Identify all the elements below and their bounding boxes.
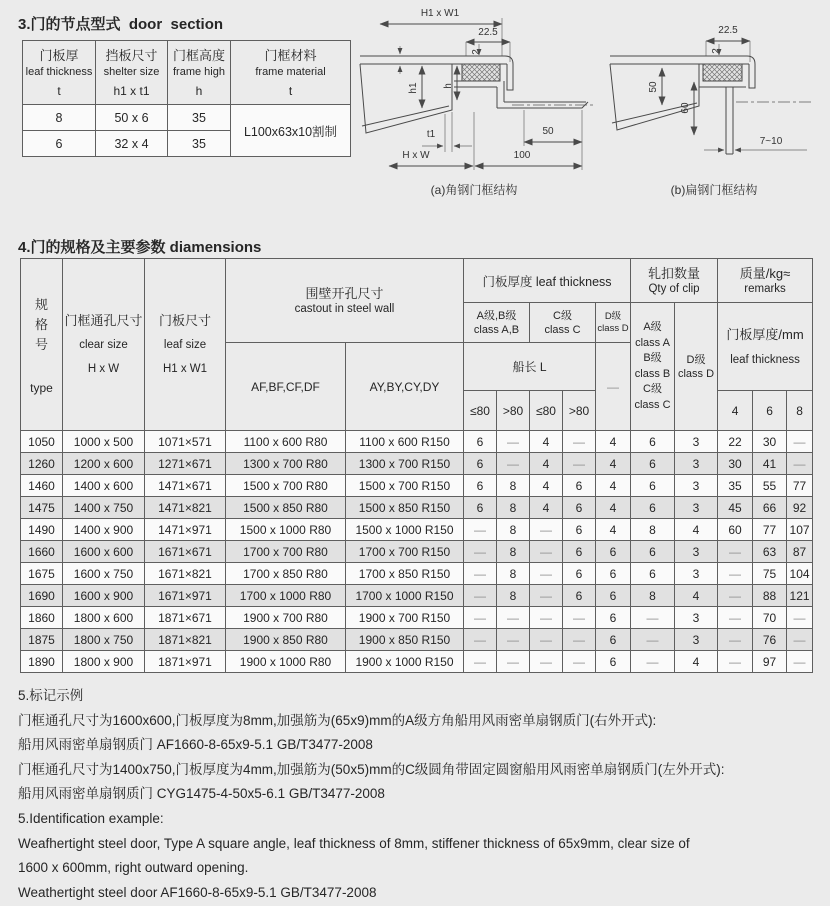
- spec-cell: 6: [631, 497, 675, 519]
- spec-row: [21, 563, 813, 585]
- spec-row: [21, 519, 813, 541]
- spec-cell: —: [497, 607, 530, 629]
- clip-c-en: class C: [634, 398, 671, 411]
- spec-cell: 1871×971: [145, 651, 226, 673]
- class-ab-en: class A,B: [473, 323, 520, 336]
- dim-h1-label: h1: [408, 82, 419, 94]
- type-zh: 规格号: [34, 296, 48, 352]
- spec-cell: 1100 x 600 R80: [226, 431, 346, 453]
- spec-cell: —: [530, 607, 563, 629]
- spec-cell: 1500 x 850 R80: [226, 497, 346, 519]
- clip-d-en: class D: [677, 367, 715, 380]
- spec-cell: 1800 x 900: [63, 651, 145, 673]
- col-leaf-size-header: [145, 259, 226, 431]
- spec-cell: 121: [787, 585, 813, 607]
- thickness-6-header: 6: [753, 391, 787, 431]
- dim-2-label-b: 2: [711, 48, 722, 54]
- spec-cell: 1690: [21, 585, 63, 607]
- spec-cell: 1700 x 700 R150: [346, 541, 464, 563]
- dim-t1-label: t1: [426, 129, 436, 140]
- spec-cell: 1000 x 500: [63, 431, 145, 453]
- castout-f-header: AF,BF,CF,DF: [226, 343, 346, 431]
- spec-row: [21, 651, 813, 673]
- spec-cell: 4: [530, 453, 563, 475]
- diagram-a-lower-dimensions: [389, 66, 595, 170]
- le80-header-ab: ≤80: [464, 391, 497, 431]
- dim-hw-label: H x W: [402, 150, 430, 161]
- dim-22-5-label: 22.5: [478, 27, 498, 38]
- lt-en: leaf thickness: [535, 274, 612, 289]
- spec-cell: 1471×671: [145, 475, 226, 497]
- spec-cell: —: [530, 563, 563, 585]
- spec-cell: —: [464, 651, 497, 673]
- spec-cell: 1700 x 700 R80: [226, 541, 346, 563]
- spec-table-body: [21, 431, 813, 673]
- spec-cell: 6: [464, 475, 497, 497]
- door-col2-en: shelter size: [103, 65, 160, 78]
- spec-cell: 6: [464, 497, 497, 519]
- spec-cell: 1900 x 700 R80: [226, 607, 346, 629]
- note-line: 1600 x 600mm, right outward opening.: [18, 860, 249, 876]
- clear-zh: 门框通孔尺寸: [64, 313, 143, 328]
- castout-en: castout in steel wall: [294, 302, 395, 315]
- spec-cell: 8: [497, 475, 530, 497]
- door-material-cell: L100x63x10割制: [231, 105, 351, 157]
- door-col4-en: frame material: [255, 65, 326, 78]
- spec-cell: 6: [631, 431, 675, 453]
- spec-cell: —: [530, 519, 563, 541]
- spec-cell: —: [718, 563, 753, 585]
- leaf-en: leaf size: [163, 339, 207, 351]
- mass-lt-en: leaf thickness: [730, 353, 800, 366]
- class-d-header: [596, 303, 631, 343]
- spec-cell: 6: [631, 541, 675, 563]
- class-c-en: class C: [544, 323, 581, 336]
- spec-cell: —: [563, 607, 596, 629]
- spec-cell: 3: [675, 607, 718, 629]
- leaf-thickness-group-header: [464, 259, 631, 303]
- dim-100-label: 100: [513, 150, 531, 161]
- spec-cell: —: [530, 541, 563, 563]
- spec-cell: 1860: [21, 607, 63, 629]
- note-line: 船用风雨密单扇钢质门 CYG1475-4-50x5-6.1 GB/T3477-2008: [18, 786, 385, 802]
- gt80-header-c: >80: [563, 391, 596, 431]
- clip-b-zh: B级: [643, 352, 662, 364]
- spec-cell: 6: [631, 453, 675, 475]
- dim-60-label-b: 60: [680, 102, 691, 114]
- door-col1-en: leaf thickness: [25, 65, 93, 78]
- spec-cell: 45: [718, 497, 753, 519]
- spec-cell: 1300 x 700 R150: [346, 453, 464, 475]
- spec-cell: —: [464, 541, 497, 563]
- spec-cell: 3: [675, 497, 718, 519]
- spec-cell: —: [787, 629, 813, 651]
- spec-cell: 76: [753, 629, 787, 651]
- class-d-en: class D: [597, 322, 629, 334]
- door-cell: 35: [168, 105, 231, 131]
- spec-cell: —: [787, 607, 813, 629]
- spec-cell: 1900 x 1000 R150: [346, 651, 464, 673]
- mass-lt-zh: 门板厚度/mm: [726, 326, 804, 342]
- dim-h1w1-label: H1 x W1: [420, 8, 460, 19]
- spec-cell: 1700 x 1000 R150: [346, 585, 464, 607]
- spec-cell: 8: [497, 541, 530, 563]
- spec-cell: 1900 x 850 R150: [346, 629, 464, 651]
- spec-cell: —: [497, 453, 530, 475]
- spec-cell: 1500 x 700 R150: [346, 475, 464, 497]
- spec-cell: 1890: [21, 651, 63, 673]
- spec-cell: 1500 x 1000 R150: [346, 519, 464, 541]
- col-clear-size-header: [63, 259, 145, 431]
- door-section-table: [22, 40, 351, 157]
- spec-cell: 4: [596, 431, 631, 453]
- spec-cell: 3: [675, 431, 718, 453]
- spec-row: [21, 497, 813, 519]
- door-col-frame-high: [168, 41, 231, 105]
- ship-length-header: 船长 L: [464, 343, 596, 391]
- clip-d-zh: D级: [686, 353, 706, 366]
- spec-cell: —: [718, 607, 753, 629]
- spec-cell: 8: [497, 497, 530, 519]
- spec-cell: 4: [675, 519, 718, 541]
- clip-qty-group-header: [631, 259, 718, 303]
- door-col2-zh: 挡板尺寸: [105, 47, 158, 63]
- spec-cell: 77: [787, 475, 813, 497]
- spec-row: [21, 607, 813, 629]
- spec-cell: 1300 x 700 R80: [226, 453, 346, 475]
- dim-2-label: 2: [471, 49, 482, 55]
- spec-cell: 6: [563, 585, 596, 607]
- le80-header-c: ≤80: [530, 391, 563, 431]
- spec-cell: 1871×821: [145, 629, 226, 651]
- mass-zh: 质量/kg≈: [739, 265, 791, 281]
- castout-zh: 围壁开孔尺寸: [305, 285, 384, 301]
- spec-cell: 30: [718, 453, 753, 475]
- spec-cell: 6: [596, 563, 631, 585]
- spec-cell: 6: [596, 629, 631, 651]
- spec-cell: 4: [530, 431, 563, 453]
- spec-cell: 6: [563, 497, 596, 519]
- spec-cell: 1600 x 750: [63, 563, 145, 585]
- spec-cell: 1700 x 1000 R80: [226, 585, 346, 607]
- spec-cell: 104: [787, 563, 813, 585]
- spec-cell: 1260: [21, 453, 63, 475]
- spec-table: [20, 258, 813, 673]
- spec-cell: 97: [753, 651, 787, 673]
- type-en: type: [30, 380, 53, 395]
- clip-a-zh: A级: [643, 321, 662, 333]
- spec-cell: —: [530, 629, 563, 651]
- spec-cell: 8: [497, 563, 530, 585]
- note-line: 5.标记示例: [18, 688, 84, 703]
- door-col3-sym: h: [195, 83, 203, 98]
- class-ab-zh: A级,B级: [476, 309, 517, 322]
- spec-cell: 1490: [21, 519, 63, 541]
- door-table-row: [23, 105, 351, 131]
- spec-cell: 3: [675, 541, 718, 563]
- spec-cell: 6: [563, 541, 596, 563]
- diagram-b-caption: (b)扁钢门框结构: [670, 183, 758, 197]
- spec-cell: 41: [753, 453, 787, 475]
- spec-row: [21, 629, 813, 651]
- section4-title: 4.门的规格及主要参数 diamensions: [18, 239, 262, 256]
- class-d-zh: D级: [604, 310, 622, 322]
- door-col3-zh: 门框高度: [172, 47, 225, 63]
- spec-cell: 1671×821: [145, 563, 226, 585]
- spec-cell: 22: [718, 431, 753, 453]
- spec-header-row-1: [21, 259, 813, 303]
- door-col2-sym: h1 x t1: [113, 83, 150, 98]
- spec-cell: 6: [596, 541, 631, 563]
- spec-cell: —: [787, 431, 813, 453]
- note-line: 门框通孔尺寸为1600x600,门板厚度为8mm,加强筋为(65x9)mm的A级方角船用风雨密单扇钢质门(右外开式):: [18, 712, 657, 728]
- spec-cell: 1460: [21, 475, 63, 497]
- dim-h-label: h: [443, 83, 454, 89]
- diagram-a-caption: (a)角钢门框结构: [430, 183, 518, 197]
- spec-row: [21, 431, 813, 453]
- door-col1-zh: 门板厚: [39, 47, 79, 63]
- spec-cell: 1200 x 600: [63, 453, 145, 475]
- class-ab-header: [464, 303, 530, 343]
- spec-cell: 1475: [21, 497, 63, 519]
- spec-cell: 70: [753, 607, 787, 629]
- spec-cell: 77: [753, 519, 787, 541]
- spec-cell: —: [718, 629, 753, 651]
- door-table-header-row: [23, 41, 351, 105]
- spec-cell: 1700 x 850 R150: [346, 563, 464, 585]
- spec-cell: 6: [464, 431, 497, 453]
- spec-cell: 1400 x 750: [63, 497, 145, 519]
- mass-en: remarks: [744, 282, 786, 295]
- dim-22-5-label-b: 22.5: [718, 25, 738, 36]
- spec-cell: 6: [631, 563, 675, 585]
- spec-cell: 1675: [21, 563, 63, 585]
- spec-cell: 1400 x 900: [63, 519, 145, 541]
- spec-row: [21, 475, 813, 497]
- door-col-leaf-thickness: [23, 41, 96, 105]
- spec-cell: 87: [787, 541, 813, 563]
- spec-cell: 1875: [21, 629, 63, 651]
- spec-cell: 1471×821: [145, 497, 226, 519]
- spec-cell: —: [464, 607, 497, 629]
- spec-cell: 107: [787, 519, 813, 541]
- clip-zh: 轧扣数量: [648, 265, 701, 281]
- door-cell: 32 x 4: [96, 131, 168, 157]
- spec-cell: 1600 x 900: [63, 585, 145, 607]
- identification-notes: [18, 684, 820, 905]
- note-line: Weafhertight steel door, Type A square angle, leaf thickness of 8mm, stiffener thickness of 65x9mm, clear size of: [18, 835, 690, 851]
- flat-bar-b: [726, 87, 733, 154]
- spec-cell: 8: [631, 519, 675, 541]
- spec-cell: —: [497, 651, 530, 673]
- spec-cell: 55: [753, 475, 787, 497]
- spec-cell: 1700 x 850 R80: [226, 563, 346, 585]
- spec-row: [21, 585, 813, 607]
- section3-title: 3.门的节点型式 door section: [18, 16, 224, 33]
- spec-cell: 1100 x 600 R150: [346, 431, 464, 453]
- spec-cell: 4: [530, 475, 563, 497]
- dim-7-10-label: 7~10: [759, 136, 783, 147]
- spec-cell: 88: [753, 585, 787, 607]
- spec-cell: —: [563, 453, 596, 475]
- spec-cell: 1671×671: [145, 541, 226, 563]
- spec-cell: —: [563, 431, 596, 453]
- spec-cell: 30: [753, 431, 787, 453]
- spec-cell: —: [787, 651, 813, 673]
- spec-cell: 1600 x 600: [63, 541, 145, 563]
- spec-cell: 1271×671: [145, 453, 226, 475]
- spec-cell: —: [530, 585, 563, 607]
- spec-cell: —: [787, 453, 813, 475]
- spec-cell: —: [530, 651, 563, 673]
- leaf-sym: H1 x W1: [162, 363, 208, 375]
- clip-abc-header: [631, 303, 675, 431]
- spec-cell: —: [631, 651, 675, 673]
- spec-cell: 4: [596, 453, 631, 475]
- clip-d-header: [675, 303, 718, 431]
- spec-cell: 3: [675, 453, 718, 475]
- note-line: 船用风雨密单扇钢质门 AF1660-8-65x9-5.1 GB/T3477-2008: [18, 737, 373, 753]
- spec-cell: 4: [596, 519, 631, 541]
- lt-zh: 门板厚度: [482, 274, 533, 289]
- spec-cell: 1500 x 700 R80: [226, 475, 346, 497]
- thickness-8-header: 8: [787, 391, 813, 431]
- spec-cell: 4: [530, 497, 563, 519]
- angle-vertical-leg-a: [497, 81, 504, 108]
- diagram-a-dimensions: [380, 8, 510, 62]
- note-line: 门框通孔尺寸为1400x750,门板厚度为4mm,加强筋为(50x5)mm的C级圆角带固定圆窗船用风雨密单扇钢质门(左外开式):: [18, 761, 725, 777]
- spec-cell: 1471×971: [145, 519, 226, 541]
- spec-cell: 6: [596, 585, 631, 607]
- door-col3-en: frame high: [173, 65, 225, 78]
- spec-cell: 8: [497, 585, 530, 607]
- spec-cell: 6: [563, 563, 596, 585]
- spec-cell: —: [631, 629, 675, 651]
- diagram-a-angle-steel-frame: [352, 2, 597, 202]
- door-col1-sym: t: [57, 83, 61, 98]
- spec-cell: 3: [675, 475, 718, 497]
- mass-group-header: [718, 259, 813, 303]
- door-cell: 8: [23, 105, 96, 131]
- gasket-hatch-b: [703, 64, 742, 81]
- spec-cell: —: [464, 585, 497, 607]
- spec-cell: 1800 x 750: [63, 629, 145, 651]
- spec-cell: 4: [596, 475, 631, 497]
- thickness-4-header: 4: [718, 391, 753, 431]
- spec-cell: —: [497, 431, 530, 453]
- spec-cell: 1400 x 600: [63, 475, 145, 497]
- door-cell: 35: [168, 131, 231, 157]
- spec-cell: 1800 x 600: [63, 607, 145, 629]
- castout-group-header: [226, 259, 464, 343]
- spec-cell: —: [464, 629, 497, 651]
- door-cell: 50 x 6: [96, 105, 168, 131]
- leaf-zh: 门板尺寸: [158, 313, 211, 328]
- spec-cell: 8: [631, 585, 675, 607]
- spec-cell: 1900 x 700 R150: [346, 607, 464, 629]
- spec-cell: 1500 x 850 R150: [346, 497, 464, 519]
- spec-cell: 1900 x 1000 R80: [226, 651, 346, 673]
- clip-c-zh: C级: [643, 383, 662, 395]
- spec-cell: 1050: [21, 431, 63, 453]
- mass-leaf-thickness-header: [718, 303, 813, 391]
- spec-cell: 1871×671: [145, 607, 226, 629]
- dim-50-label-b: 50: [648, 81, 659, 93]
- spec-cell: 6: [596, 607, 631, 629]
- spec-cell: 3: [675, 563, 718, 585]
- spec-cell: —: [464, 519, 497, 541]
- spec-cell: 75: [753, 563, 787, 585]
- spec-cell: —: [718, 651, 753, 673]
- spec-cell: 3: [675, 629, 718, 651]
- spec-cell: —: [497, 629, 530, 651]
- spec-cell: 6: [631, 475, 675, 497]
- spec-cell: —: [718, 541, 753, 563]
- door-col-frame-material: [231, 41, 351, 105]
- spec-cell: 1500 x 1000 R80: [226, 519, 346, 541]
- spec-row: [21, 453, 813, 475]
- spec-cell: 6: [563, 475, 596, 497]
- spec-cell: 1900 x 850 R80: [226, 629, 346, 651]
- class-c-header: [530, 303, 596, 343]
- door-col4-sym: t: [288, 83, 293, 98]
- door-cell: 6: [23, 131, 96, 157]
- spec-cell: 1671×971: [145, 585, 226, 607]
- spec-cell: —: [718, 585, 753, 607]
- note-line: Weathertight steel door AF1660-8-65x9-5.1 GB/T3477-2008: [18, 884, 377, 900]
- spec-row: [21, 541, 813, 563]
- gt80-header-ab: >80: [497, 391, 530, 431]
- leaf-wedge-a: [360, 64, 452, 133]
- spec-cell: —: [631, 607, 675, 629]
- spec-cell: —: [563, 629, 596, 651]
- spec-cell: —: [563, 651, 596, 673]
- clear-sym: H x W: [87, 363, 120, 375]
- spec-cell: 66: [753, 497, 787, 519]
- spec-cell: 60: [718, 519, 753, 541]
- spec-cell: 4: [675, 585, 718, 607]
- spec-cell: 1660: [21, 541, 63, 563]
- clip-b-en: class B: [634, 367, 671, 380]
- class-c-zh: C级: [553, 309, 572, 322]
- class-d-dash-cell: —: [596, 343, 631, 431]
- spec-cell: 4: [675, 651, 718, 673]
- door-col4-zh: 门框材料: [264, 47, 317, 63]
- note-line: 5.Identification example:: [18, 810, 164, 826]
- spec-cell: —: [464, 563, 497, 585]
- spec-cell: 1071×571: [145, 431, 226, 453]
- spec-cell: 92: [787, 497, 813, 519]
- door-col-shelter-size: [96, 41, 168, 105]
- spec-cell: 6: [563, 519, 596, 541]
- col-type-header: [21, 259, 63, 431]
- clip-en: Qty of clip: [648, 282, 700, 295]
- gasket-hatch-a: [462, 64, 500, 81]
- dim-50-label: 50: [542, 126, 554, 137]
- spec-cell: 4: [596, 497, 631, 519]
- spec-cell: 6: [464, 453, 497, 475]
- spec-cell: 35: [718, 475, 753, 497]
- castout-y-header: AY,BY,CY,DY: [346, 343, 464, 431]
- clip-a-en: class A: [635, 336, 670, 349]
- diagram-b-flat-steel-frame: [602, 2, 827, 202]
- spec-cell: 63: [753, 541, 787, 563]
- spec-cell: 8: [497, 519, 530, 541]
- clear-en: clear size: [79, 339, 128, 351]
- spec-cell: 6: [596, 651, 631, 673]
